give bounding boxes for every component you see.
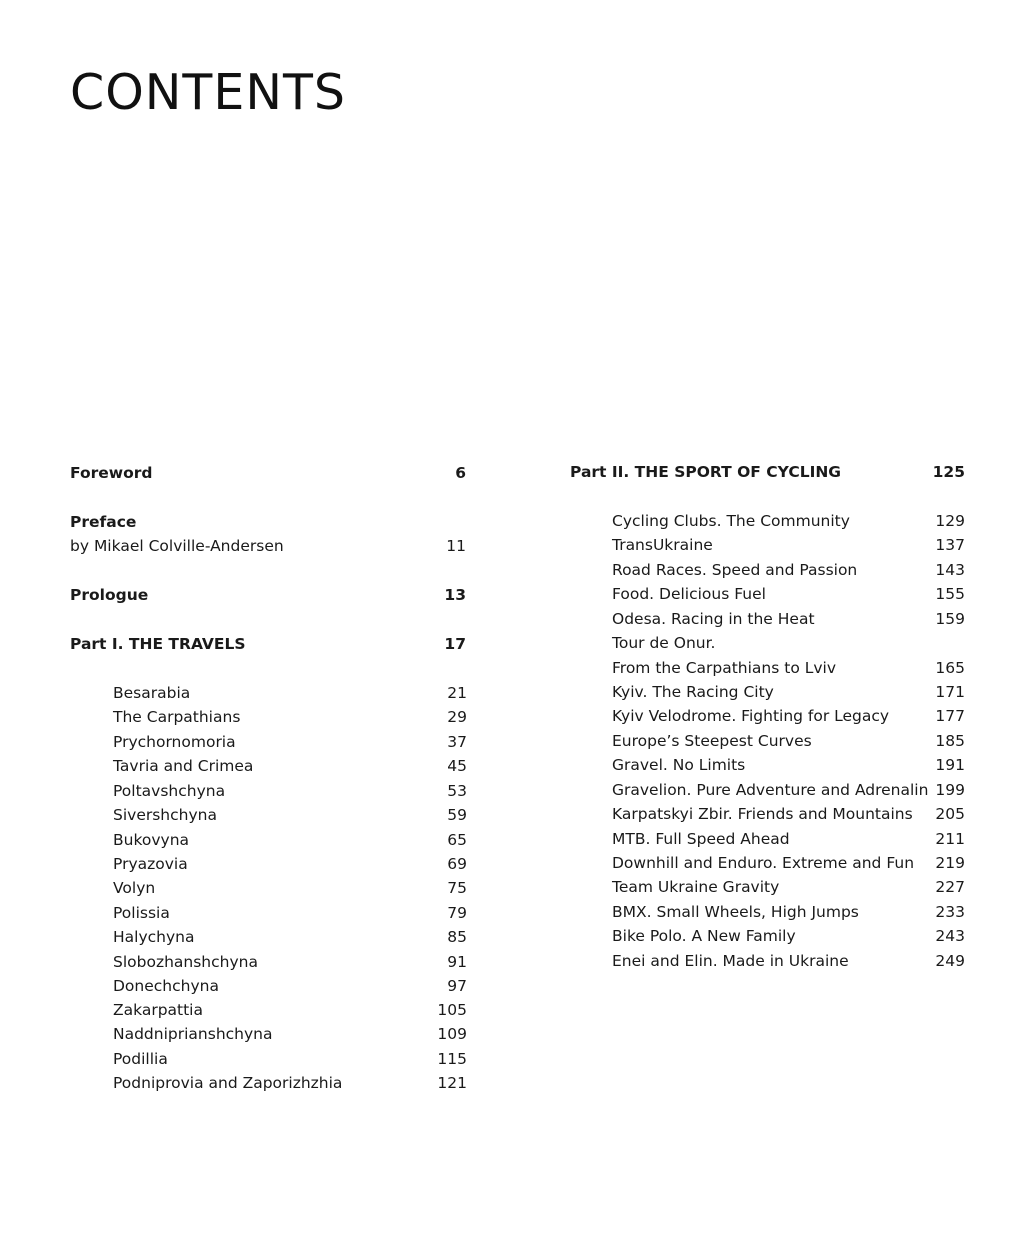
toc-entry-page-number: 85 xyxy=(447,928,467,946)
toc-entry-title: Downhill and Enduro. Extreme and Fun xyxy=(612,854,915,872)
toc-entry-title: Poltavshchyna xyxy=(113,782,226,800)
toc-entry-title: Tour de Onur. xyxy=(612,634,716,652)
toc-entry-title: Donechchyna xyxy=(113,977,219,995)
toc-entry-page-number: 159 xyxy=(935,610,965,628)
toc-entry-page-number: 97 xyxy=(447,977,467,995)
toc-entry-title: Gravel. No Limits xyxy=(612,756,746,774)
toc-entry-page-number: 129 xyxy=(935,512,965,530)
page-title: CONTENTS xyxy=(70,64,347,121)
toc-entry-page-number: 65 xyxy=(447,831,467,849)
toc-entry-page-number: 227 xyxy=(935,878,965,896)
toc-entry-title: Gravelion. Pure Adventure and Adrenalin xyxy=(612,781,929,799)
toc-entry-page-number: 211 xyxy=(935,830,965,848)
toc-entry-title: Volyn xyxy=(113,879,156,897)
toc-entry-title: Besarabia xyxy=(113,684,191,702)
toc-entry-title: MTB. Full Speed Ahead xyxy=(612,830,790,848)
toc-entry-title: Bike Polo. A New Family xyxy=(612,927,796,945)
toc-entry-page-number: 171 xyxy=(935,683,965,701)
toc-entry-title: The Carpathians xyxy=(113,708,241,726)
toc-entry-title: Halychyna xyxy=(113,928,195,946)
toc-entry-title: Naddniprianshchyna xyxy=(113,1025,273,1043)
toc-entry-page-number: 243 xyxy=(935,927,965,945)
toc-entry-page-number: 75 xyxy=(447,879,467,897)
toc-entry-title: Food. Delicious Fuel xyxy=(612,585,766,603)
toc-entry-title: Cycling Clubs. The Community xyxy=(612,512,850,530)
toc-entry-page-number: 205 xyxy=(935,805,965,823)
toc-entry-title: Polissia xyxy=(113,904,170,922)
toc-entry-title: Kyiv. The Racing City xyxy=(612,683,774,701)
toc-entry-page-number: 143 xyxy=(935,561,965,579)
toc-entry-title: From the Carpathians to Lviv xyxy=(612,659,837,677)
toc-entry-title: Odesa. Racing in the Heat xyxy=(612,610,815,628)
toc-entry-title: Enei and Elin. Made in Ukraine xyxy=(612,952,849,970)
toc-entry-page-number: 29 xyxy=(447,708,467,726)
toc-entry-page-number: 37 xyxy=(447,733,467,751)
toc-entry-page-number: 109 xyxy=(437,1025,467,1043)
toc-entry-title: BMX. Small Wheels, High Jumps xyxy=(612,903,859,921)
toc-entry-page-number: 165 xyxy=(935,659,965,677)
toc-entry-page-number: 53 xyxy=(447,782,467,800)
toc-entry-page-number: 191 xyxy=(935,756,965,774)
toc-entry-title: Podillia xyxy=(113,1050,168,1068)
toc-entry-title: Pryazovia xyxy=(113,855,188,873)
toc-entry-page-number: 69 xyxy=(447,855,467,873)
toc-entry-title: Team Ukraine Gravity xyxy=(612,878,780,896)
toc-entry-page-number: 249 xyxy=(935,952,965,970)
toc-entry-title: Tavria and Crimea xyxy=(113,757,254,775)
toc-entry-page-number: 177 xyxy=(935,707,965,725)
toc-entry-title: Prologue xyxy=(70,586,149,604)
toc-entry-page-number: 105 xyxy=(437,1001,467,1019)
toc-entry-page-number: 45 xyxy=(447,757,467,775)
toc-entry-page-number: 137 xyxy=(935,536,965,554)
toc-entry-title: by Mikael Colville-Andersen xyxy=(70,537,284,555)
toc-entry-title: Zakarpattia xyxy=(113,1001,203,1019)
toc-entry-title: Foreword xyxy=(70,464,153,482)
toc-entry-title: Prychornomoria xyxy=(113,733,236,751)
toc-entry-title: Karpatskyi Zbir. Friends and Mountains xyxy=(612,805,913,823)
toc-entry-page-number: 155 xyxy=(935,585,965,603)
toc-entry-page-number: 6 xyxy=(455,464,466,482)
toc-entry-title: Part II. THE SPORT OF CYCLING xyxy=(570,463,842,481)
toc-entry-page-number: 11 xyxy=(446,537,466,555)
toc-entry-page-number: 233 xyxy=(935,903,965,921)
toc-entry-title: Europe’s Steepest Curves xyxy=(612,732,812,750)
toc-entry-page-number: 91 xyxy=(447,953,467,971)
toc-entry-page-number: 13 xyxy=(444,586,466,604)
toc-entry-page-number: 115 xyxy=(437,1050,467,1068)
toc-entry-page-number: 59 xyxy=(447,806,467,824)
toc-entry-title: TransUkraine xyxy=(612,536,713,554)
toc-entry-page-number: 121 xyxy=(437,1074,467,1092)
toc-entry-title: Road Races. Speed and Passion xyxy=(612,561,858,579)
toc-entry-title: Sivershchyna xyxy=(113,806,217,824)
toc-entry-page-number: 21 xyxy=(447,684,467,702)
toc-entry-title: Part I. THE TRAVELS xyxy=(70,635,246,653)
toc-entry-page-number: 17 xyxy=(444,635,466,653)
toc-entry-page-number: 185 xyxy=(935,732,965,750)
toc-entry-title: Podniprovia and Zaporizhzhia xyxy=(113,1074,343,1092)
toc-entry-title: Bukovyna xyxy=(113,831,190,849)
toc-entry-page-number: 219 xyxy=(935,854,965,872)
toc-entry-page-number: 79 xyxy=(447,904,467,922)
toc-entry-title: Kyiv Velodrome. Fighting for Legacy xyxy=(612,707,890,725)
toc-entry-title: Slobozhanshchyna xyxy=(113,953,258,971)
toc-entry-title: Preface xyxy=(70,513,137,531)
toc-entry-page-number: 199 xyxy=(935,781,965,799)
toc-entry-page-number: 125 xyxy=(932,463,965,481)
